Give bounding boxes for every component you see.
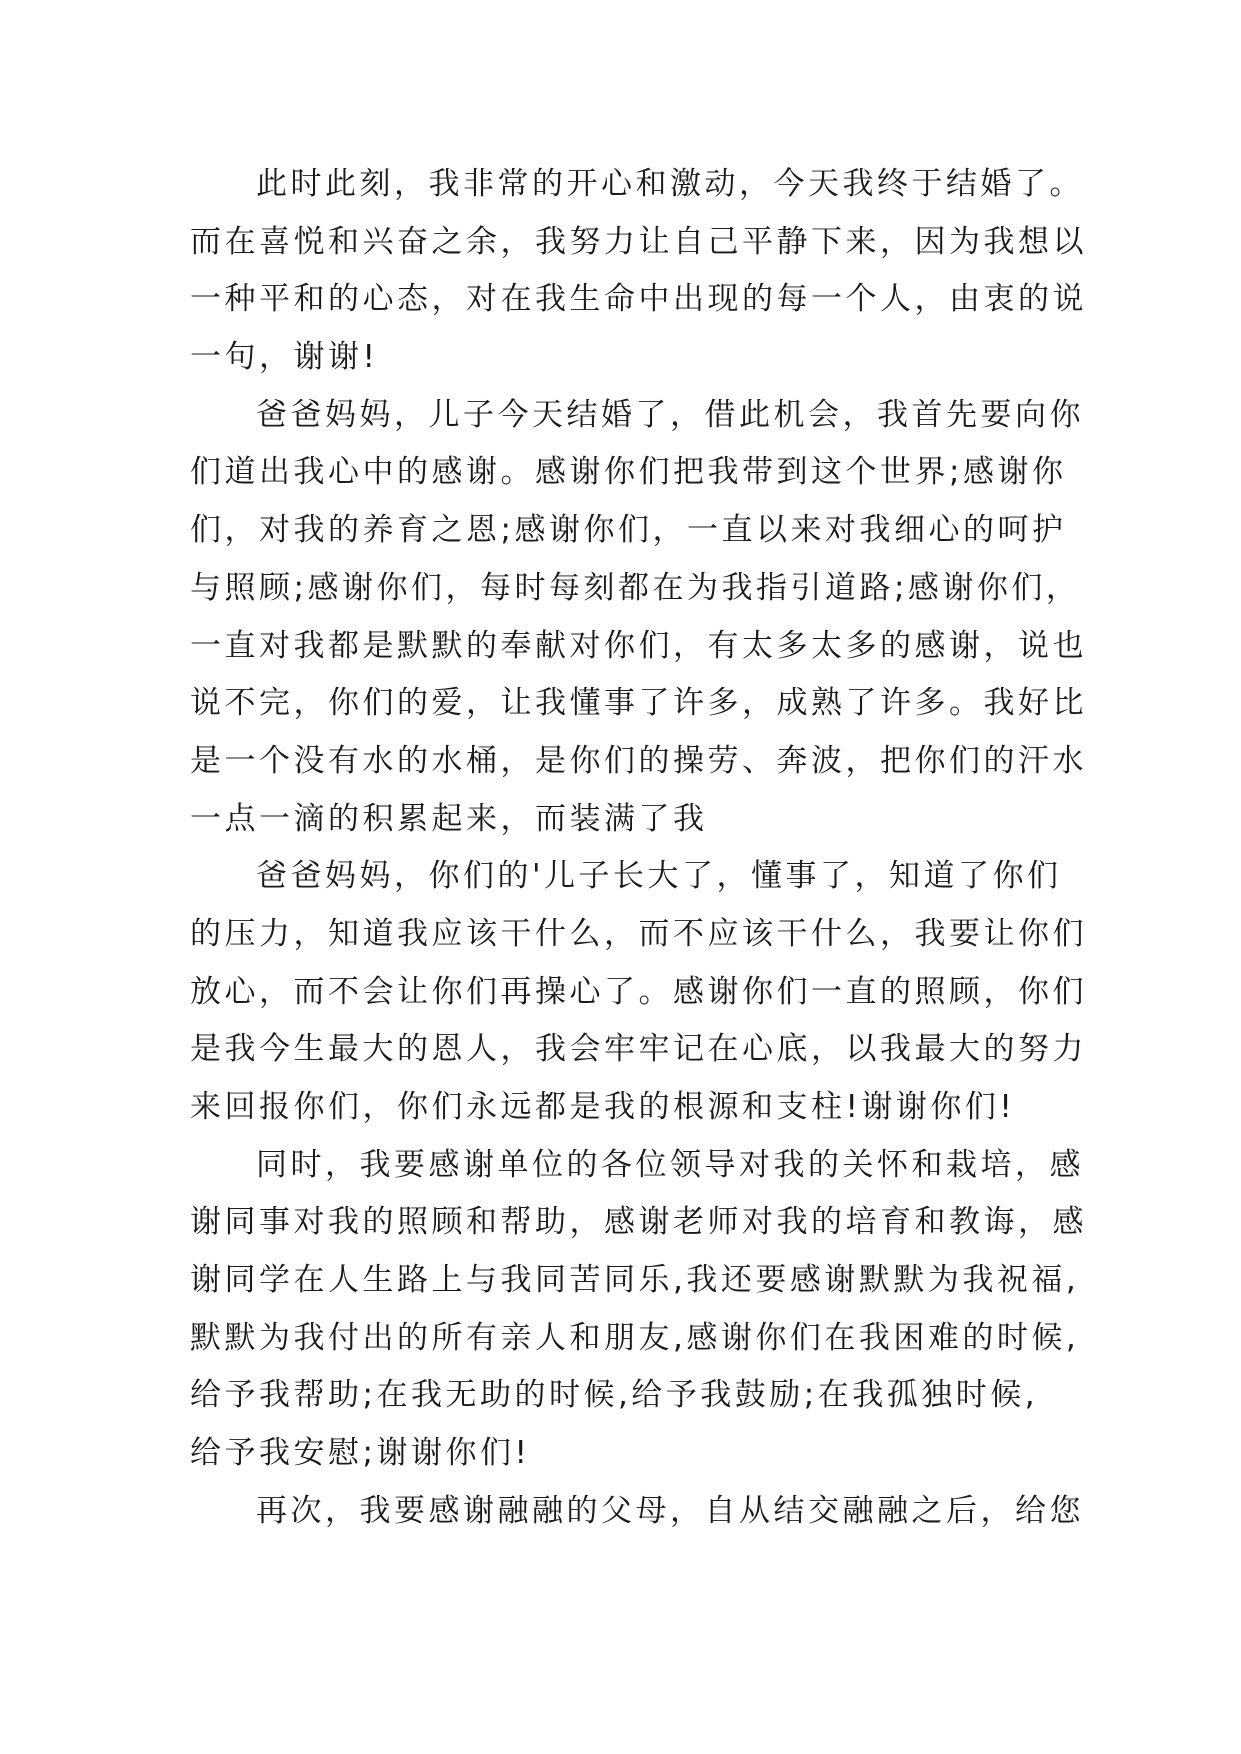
paragraph-4 xyxy=(190,1137,1090,1483)
text-line: 爸爸妈妈，你们的'儿子长大了，懂事了，知道了你们 xyxy=(256,858,1062,895)
text-line: 给予我帮助;在我无助的时候,给予我鼓励;在我孤独时候, xyxy=(190,1377,1039,1414)
document-body xyxy=(190,156,1090,1541)
text-line: 说不完，你们的爱，让我懂事了许多，成熟了许多。我好比 xyxy=(190,685,1087,722)
paragraph-2 xyxy=(190,387,1090,849)
text-line: 而在喜悦和兴奋之余，我努力让自己平静下来，因为我想以 xyxy=(190,223,1087,260)
text-line: 与照顾;感谢你们，每时每刻都在为我指引道路;感谢你们， xyxy=(190,569,1081,606)
paragraph-3 xyxy=(190,848,1090,1136)
text-line: 们道出我心中的感谢。感谢你们把我带到这个世界;感谢你 xyxy=(190,454,1067,491)
text-line: 谢同学在人生路上与我同苦同乐,我还要感谢默默为我祝福, xyxy=(190,1262,1080,1299)
text-line: 放心，而不会让你们再操心了。感谢你们一直的照顾，你们 xyxy=(190,973,1087,1010)
text-line: 来回报你们，你们永远都是我的根源和支柱!谢谢你们! xyxy=(190,1089,1016,1125)
text-line: 是我今生最大的恩人，我会牢牢记在心底，以我最大的努力 xyxy=(190,1031,1087,1068)
text-line: 给予我安慰;谢谢你们! xyxy=(190,1435,531,1472)
text-line: 是一个没有水的水桶，是你们的操劳、奔波，把你们的汗水 xyxy=(190,742,1087,779)
text-line: 默默为我付出的所有亲人和朋友,感谢你们在我困难的时候, xyxy=(190,1319,1080,1356)
paragraph-5 xyxy=(190,1483,1090,1541)
text-line: 爸爸妈妈，儿子今天结婚了，借此机会，我首先要向你 xyxy=(256,396,1084,433)
text-line: 一点一滴的积累起来，而装满了我 xyxy=(190,800,708,837)
text-line: 一句，谢谢! xyxy=(190,339,379,376)
text-line: 此时此刻，我非常的开心和激动，今天我终于结婚了。 xyxy=(256,166,1084,202)
text-line: 们，对我的养育之恩;感谢你们，一直以来对我细心的呵护 xyxy=(190,512,1067,549)
text-line: 同时，我要感谢单位的各位领导对我的关怀和栽培，感 xyxy=(256,1146,1084,1183)
text-line: 的压力，知道我应该干什么，而不应该干什么，我要让你们 xyxy=(190,915,1087,952)
text-line: 再次，我要感谢融融的父母，自从结交融融之后，给您 xyxy=(256,1492,1084,1529)
text-line: 一种平和的心态，对在我生命中出现的每一个人，由衷的说 xyxy=(190,281,1087,318)
text-line: 谢同事对我的照顾和帮助，感谢老师对我的培育和教诲，感 xyxy=(190,1204,1087,1241)
text-line: 一直对我都是默默的奉献对你们，有太多太多的感谢，说也 xyxy=(190,627,1087,664)
paragraph-1 xyxy=(190,156,1090,387)
